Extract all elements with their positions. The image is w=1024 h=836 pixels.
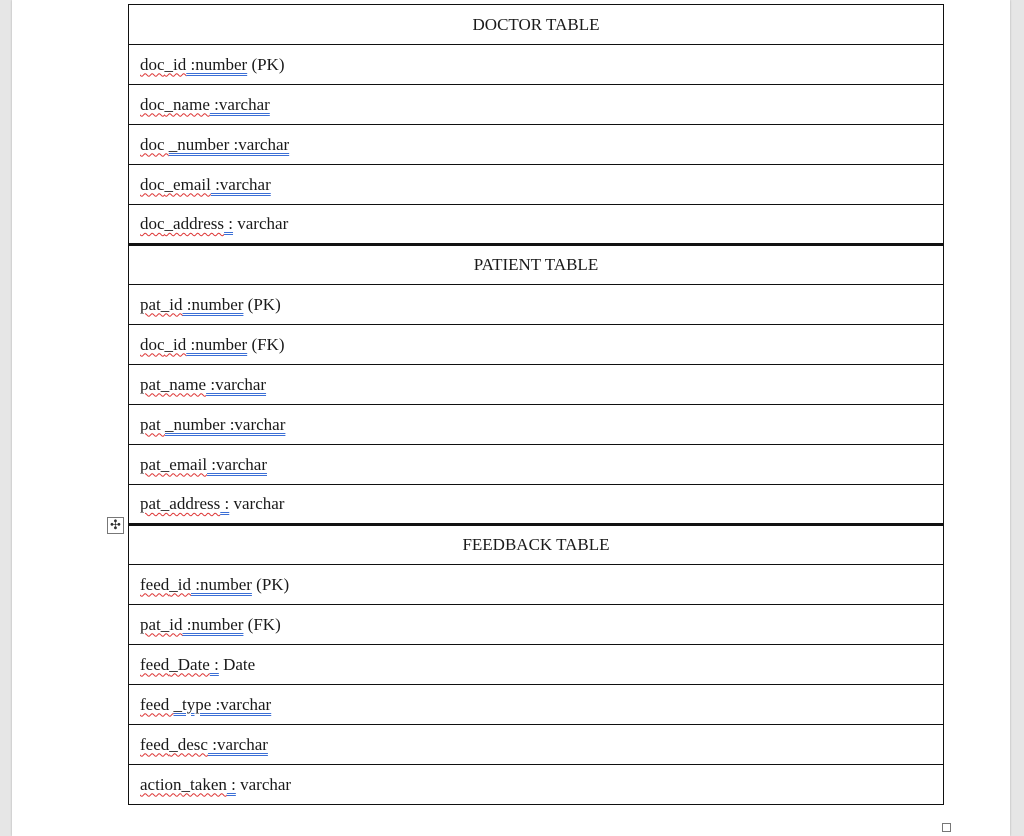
field-text-a: doc [140,334,165,354]
field-text-d: Date [218,654,256,674]
feedback-field-cell[interactable] [129,565,944,605]
field-text-d: varchar [235,774,292,794]
field-text-c: : [220,494,230,513]
feedback-field-row [129,725,944,765]
patient-field-row [129,285,944,325]
field-text-b: _name [164,94,210,114]
doctor-field-row [129,125,944,165]
field-text-c: _number :varchar [165,414,286,434]
field-text-b: _desc [169,734,208,754]
doctor-table-header-row [129,5,944,45]
field-text-a: action [140,774,182,794]
doctor-field-cell[interactable] [129,125,944,165]
doctor-field-cell[interactable] [129,165,944,205]
field-text-c: :number [186,54,248,74]
field-text-c: _type :varchar [173,694,272,714]
field-text-a: feed [140,694,174,714]
feedback-field-cell[interactable] [129,645,944,685]
feedback-field-cell[interactable] [129,765,944,805]
field-text-b: _taken [181,774,227,794]
field-text-b: _id [164,54,187,74]
table-move-icon[interactable]: ✣ [107,517,124,534]
field-text-c: :varchar [207,454,267,474]
field-text-c: :number [182,614,244,634]
field-text-a: pat [140,374,161,394]
feedback-field-row [129,685,944,725]
feedback-field-row [129,565,944,605]
field-text-d: (FK) [247,334,285,354]
field-text-c: : [224,214,234,233]
field-text-b: _id [164,334,187,354]
doctor-field-row [129,85,944,125]
feedback-field-row [129,605,944,645]
feedback-field-row [129,765,944,805]
feedback-field-cell[interactable] [129,685,944,725]
patient-field-cell[interactable] [129,405,944,445]
field-text-c: :varchar [207,734,268,754]
field-text-a: doc [140,134,169,154]
doctor-field-cell[interactable] [129,85,944,125]
doctor-field-cell[interactable] [129,205,944,245]
doctor-field-row [129,45,944,85]
field-text-a: pat [140,414,166,434]
patient-table-header-row [129,245,944,285]
field-text-c: :varchar [209,94,270,114]
feedback-field-cell[interactable] [129,725,944,765]
feedback-table-header-row [129,525,944,565]
field-text-c: _number :varchar [168,134,290,154]
field-text-a: pat [140,294,161,314]
field-text-c: :varchar [206,374,267,394]
feedback-field-cell[interactable] [129,605,944,645]
field-text-b: _address [164,214,225,233]
feedback-field-row [129,645,944,685]
field-text-b: _id [160,614,183,634]
field-text-d: (PK) [247,54,285,74]
field-text-b: _address [160,494,221,513]
field-text-c: : [226,774,236,794]
patient-field-cell[interactable] [129,365,944,405]
field-text-b: _email [164,174,211,194]
field-text-d: varchar [229,494,285,513]
field-text-a: pat [140,614,161,634]
field-text-c: :number [186,334,248,354]
field-text-d: varchar [233,214,289,233]
field-text-a: pat [140,454,161,474]
patient-field-cell[interactable] [129,285,944,325]
field-text-c: :number [182,294,244,314]
field-text-a: feed [140,734,170,754]
field-text-a: doc [140,94,165,114]
schema-table[interactable] [128,4,944,805]
field-text-b: _Date [169,654,210,674]
field-text-d: (PK) [243,294,281,314]
patient-field-row [129,485,944,525]
patient-field-cell[interactable] [129,445,944,485]
field-text-b: _email [160,454,208,474]
field-text-a: doc [140,174,165,194]
patient-field-cell[interactable] [129,485,944,525]
field-text-b: _id [169,574,191,594]
field-text-a: doc [140,214,165,233]
patient-field-row [129,405,944,445]
field-text-a: feed [140,574,170,594]
field-text-c: :number [191,574,252,594]
patient-field-cell[interactable] [129,325,944,365]
patient-field-row [129,445,944,485]
field-text-d: (PK) [251,574,290,594]
doctor-field-row [129,165,944,205]
field-text-d: (FK) [243,614,281,634]
field-text-b: _id [160,294,183,314]
field-text-a: doc [140,54,165,74]
field-text-b: _name [160,374,207,394]
table-resize-icon[interactable] [942,823,951,832]
patient-field-row [129,365,944,405]
feedback-table-title[interactable]: FEEDBACK TABLE [129,525,944,565]
field-text-a: feed [140,654,170,674]
patient-table-title[interactable]: PATIENT TABLE [129,245,944,285]
doctor-field-row [129,205,944,245]
patient-field-row [129,325,944,365]
field-text-c: : [209,654,219,674]
field-text-c: :varchar [210,174,271,194]
doctor-field-cell[interactable] [129,45,944,85]
doctor-table-title[interactable]: DOCTOR TABLE [129,5,944,45]
field-text-a: pat [140,494,161,513]
